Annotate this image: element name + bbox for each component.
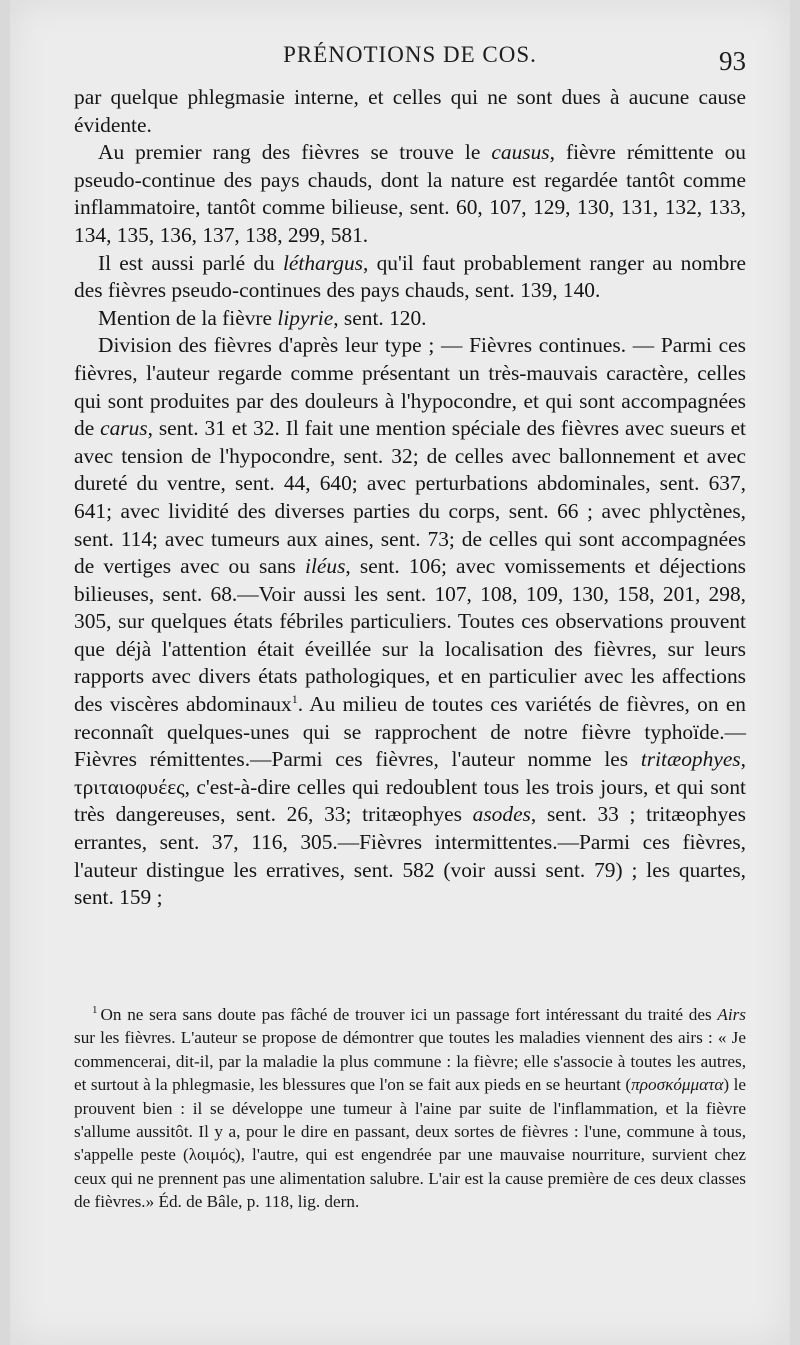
paragraph-4 — [74, 305, 746, 333]
footnote-reference[interactable]: 1 — [291, 691, 298, 706]
text-run: sur les fièvres. L'auteur se propose de démontrer que toutes les maladies viennent des airs : « Je commencerai, dit-il, par la maladie la plus commune : la fièvre; elle s'associe à toutes les autres, et surtout à la phlegmasie, les blessures que l'on se fait aux pieds en se heurtant ( — [74, 1028, 746, 1095]
greek-term: προσκόμματα — [631, 1075, 724, 1095]
text-run: ) le prouvent bien : il se développe une tumeur à l'aine par suite de l'inflammation, et la fièvre s'allume aussitôt. Il y a, pour le dire en passant, deux sortes de fièvres : l'une, commune à tous, s'appelle peste ( — [74, 1075, 746, 1165]
italic-term: asodes — [472, 802, 531, 827]
text-run: , qu'il faut probablement ranger au nombre des fièvres pseudo-continues des pays chauds, sent. 139, 140. — [74, 250, 746, 303]
text-run: Mention de la fièvre — [98, 305, 278, 330]
text-run: Division des fièvres d'après leur type ; — Fièvres continues. — Parmi ces fièvres, l'auteur regarde comme présentant un très-mauvais caractère, celles qui sont produites par des douleurs à l'hypocondre, et qui sont accompagnées de — [74, 333, 746, 441]
text-run: Il est aussi parlé du — [98, 250, 283, 275]
running-title: PRÉNOTIONS DE COS. — [283, 42, 537, 67]
text-run: Au premier rang des fièvres se trouve le — [98, 140, 492, 165]
paragraph-5 — [74, 332, 746, 911]
italic-term: iléus — [305, 554, 346, 579]
text-run: . Au milieu de toutes ces variétés de fièvres, on en reconnaît quelques-unes qui se rapprochent de notre fièvre typhoïde.— Fièvres rémittentes.—Parmi ces fièvres, l'auteur nomme les — [74, 692, 747, 772]
footnote-1 — [74, 1003, 746, 1214]
text-run: , τριταιοφυέες, c'est-à-dire celles qui redoublent tous les trois jours, et qui sont très dangereuses, sent. 26, 33; tritæophyes — [74, 747, 746, 827]
footnote-area — [74, 1003, 746, 1214]
text-run: , sent. 106; avec vomissements et déjections bilieuses, sent. 68.—Voir aussi les sent. 107, 108, 109, 130, 158, 201, 298, 305, sur quelques états fébriles particuliers. Toutes ces observations prouvent que déjà l'attention était éveillée sur la localisation des fièvres, sur leurs rapports avec divers états pathologiques, et en particulier avec les affections des viscères abdominaux — [74, 554, 746, 717]
text-run: On ne sera sans doute pas fâché de trouver ici un passage fort intéressant du traité des — [100, 1005, 718, 1024]
italic-term: carus — [100, 416, 148, 441]
text-run: ), l'autre, qui est engendrée par une mauvaise nourriture, survient chez ceux qui ne prennent pas une alimentation salubre. L'air est la cause première de ces deux classes de fièvres.» Éd. de Bâle, p. 118, lig. dern. — [74, 1145, 746, 1212]
greek-term: λοιμός — [188, 1145, 235, 1165]
page-header — [74, 42, 746, 82]
text-run: , fièvre rémittente ou pseudo-continue des pays chauds, dont la nature est regardée tantôt comme inflammatoire, tantôt comme bilieuse, sent. 60, 107, 129, 130, 131, 132, 133, 134, 135, 136, 137, 138, 299, 581. — [74, 140, 746, 247]
main-text — [74, 84, 746, 912]
book-page — [10, 0, 790, 1345]
text-run: , sent. 33 ; tritæophyes errantes, sent. 37, 116, 305.—Fièvres intermittentes.—Parmi ces fièvres, l'auteur distingue les erratives, sent. 582 (voir aussi sent. 79) ; les quartes, sent. 159 ; — [74, 802, 746, 910]
italic-term: tritæophyes — [640, 747, 741, 772]
italic-term: lipyrie — [277, 305, 334, 330]
text-run: , sent. 120. — [333, 305, 427, 330]
text-run: , sent. 31 et 32. Il fait une mention spéciale des fièvres avec sueurs et avec tension de l'hypocondre, sent. 32; de celles avec ballonnement et avec dureté du ventre, sent. 44, 640; avec perturbations abdominales, sent. 637, 641; avec lividité des diverses parties du corps, sent. 66 ; avec phlyctènes, sent. 114; avec tumeurs aux aines, sent. 73; de celles qui sont accompagnées de vertiges avec ou sans — [74, 416, 746, 579]
paragraph-3 — [74, 250, 746, 305]
italic-term: léthargus — [282, 250, 364, 275]
page-number: 93 — [719, 46, 746, 76]
italic-term: Airs — [717, 1005, 746, 1024]
italic-term: causus — [491, 140, 550, 165]
paragraph-1: par quelque phlegmasie interne, et celles qui ne sont dues à aucune cause évidente. — [74, 85, 746, 137]
footnote-mark: 1 — [92, 1004, 98, 1017]
paragraph-2 — [74, 139, 746, 249]
